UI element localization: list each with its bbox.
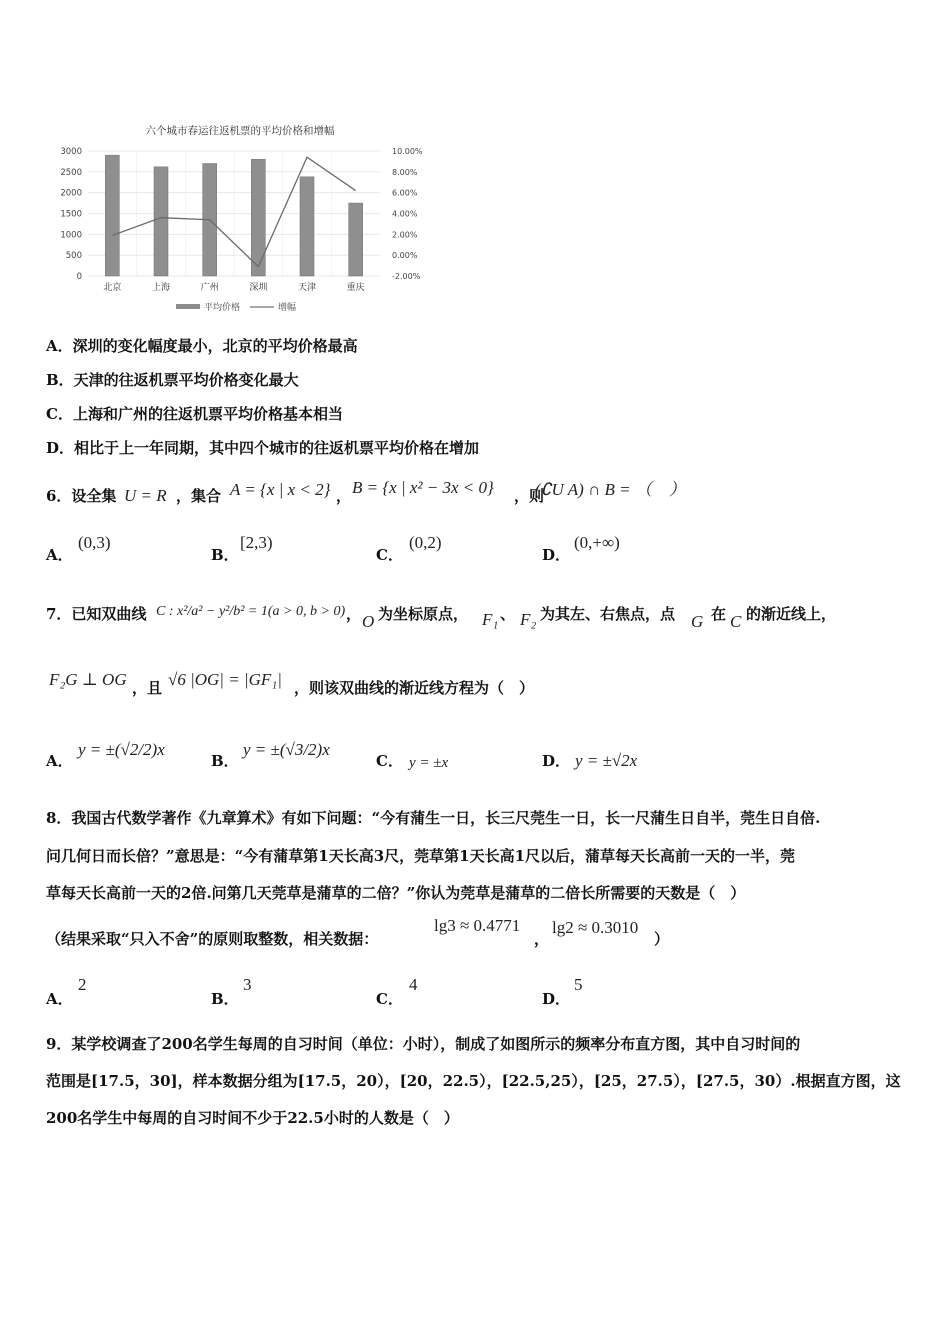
q6-option-c: (0,2) xyxy=(409,533,442,552)
q5-option-b: B．天津的往返机票平均价格变化最大 xyxy=(46,371,299,389)
left-tick-label: 500 xyxy=(65,251,82,262)
right-tick-label: -2.00% xyxy=(392,272,421,281)
q7-f1: F₁ xyxy=(482,610,499,629)
q7-label-d: D． xyxy=(542,752,571,770)
left-tick-label: 2500 xyxy=(60,167,82,178)
q8-option-a: 2 xyxy=(78,975,87,994)
right-tick-label: 6.00% xyxy=(392,188,418,198)
q6-label-d: D． xyxy=(542,546,571,564)
bar-1 xyxy=(105,155,119,276)
category-label: 深圳 xyxy=(249,283,268,293)
category-label: 重庆 xyxy=(346,283,365,293)
q7-stem-c: 为坐标原点， xyxy=(378,605,469,623)
q6-label-c: C． xyxy=(376,546,403,564)
q7-cond2: √6 |OG| = |GF₁| xyxy=(168,670,282,689)
q7-option-c: y = ±x xyxy=(409,755,449,771)
q7-cond1: F₂G ⊥ OG xyxy=(49,670,127,689)
q7-stem-e: 在 xyxy=(711,605,727,623)
q8-option-d: 5 xyxy=(574,975,583,994)
q9-line1: 9．某学校调查了200名学生每周的自习时间（单位：小时），制成了如图所示的频率分布直方图，其中自习时间的 xyxy=(46,1035,801,1053)
q6-expr: (∁U A) ∩ B = （ ） xyxy=(535,480,686,499)
q6-option-b: [2,3) xyxy=(240,533,273,552)
q6-set-a: A = {x | x < 2} xyxy=(230,480,331,499)
q8-line4b: ， xyxy=(534,930,550,948)
category-label: 天津 xyxy=(297,283,317,293)
bar-5 xyxy=(300,177,314,276)
q7-f2: F₂ xyxy=(520,610,537,629)
q8-line4c: ） xyxy=(654,930,670,948)
q6-label-a: A． xyxy=(46,546,73,564)
q9-line2: 范围是[17.5，30]，样本数据分组为[17.5，20），[20，22.5），[22.5,25），[25，27.5），[27.5，30）.根据直方图，这 xyxy=(46,1072,901,1090)
bar-4 xyxy=(251,159,265,276)
q6-comma: ， xyxy=(336,487,352,505)
q7-label-b: B． xyxy=(211,752,239,770)
bar-2 xyxy=(154,167,168,276)
q7-curve: C : x²/a² − y²/b² = 1(a > 0, b > 0) xyxy=(156,604,346,619)
q7-stem-h: ，则该双曲线的渐近线方程为（ ） xyxy=(294,679,535,697)
q7-option-d: y = ±√2x xyxy=(575,751,638,770)
q7-stem-f: 的渐近线上， xyxy=(746,605,837,623)
q8-option-b: 3 xyxy=(243,975,252,994)
price-growth-chart xyxy=(40,118,440,323)
chart-legend xyxy=(176,301,296,313)
q8-line1: 8．我国古代数学著作《九章算术》有如下问题：“今有蒲生一日，长三尺莞生一日，长一尺蒲生日自半，莞生日自倍. xyxy=(46,809,821,827)
q7-label-c: C． xyxy=(376,752,403,770)
q7-stem-a: 7．已知双曲线 xyxy=(46,605,147,623)
q7-option-b: y = ±(√3/2)x xyxy=(243,740,330,759)
legend-bar-label: 平均价格 xyxy=(204,303,241,313)
q8-lg3: lg3 ≈ 0.4771 xyxy=(434,916,521,935)
category-label: 上海 xyxy=(151,283,171,293)
q6-option-d: (0,+∞) xyxy=(574,533,620,552)
q9-line3: 200名学生中每周的自习时间不少于22.5小时的人数是（ ） xyxy=(46,1109,459,1127)
right-tick-label: 10.00% xyxy=(392,147,423,156)
right-tick-label: 0.00% xyxy=(392,251,418,261)
q5-option-d: D．相比于上一年同期，其中四个城市的往返机票平均价格在增加 xyxy=(46,439,480,457)
q7-curve-c: C xyxy=(730,612,742,631)
q8-line4a: （结果采取“只入不舍”的原则取整数，相关数据： xyxy=(46,930,379,948)
chart-title: 六个城市春运往返机票的平均价格和增幅 xyxy=(145,125,335,137)
q6-set-b: B = {x | x² − 3x < 0} xyxy=(352,478,494,497)
q7-origin: O xyxy=(362,612,375,631)
q7-stem-d: 为其左、右焦点，点 xyxy=(540,605,676,623)
q7-label-a: A． xyxy=(46,752,73,770)
q8-label-b: B． xyxy=(211,990,239,1008)
q8-line3: 草每天长高前一天的2倍.问第几天莞草是蒲草的二倍？”你认为莞草是蒲草的二倍长所需要的天数是（ ） xyxy=(46,884,746,902)
q8-lg2: lg2 ≈ 0.3010 xyxy=(552,918,639,937)
q5-option-c: C．上海和广州的往返机票平均价格基本相当 xyxy=(46,405,343,423)
left-tick-label: 0 xyxy=(76,272,82,282)
q7-stem-b: ， xyxy=(346,605,362,623)
q6-stem-c: ，则 xyxy=(514,487,545,505)
q8-option-c: 4 xyxy=(409,975,418,994)
q6-stem-a: 6．设全集 xyxy=(46,487,117,505)
q7-stem-g: ，且 xyxy=(132,679,163,697)
legend-bar-swatch xyxy=(176,304,200,309)
left-tick-label: 3000 xyxy=(60,147,82,157)
q7-sep: 、 xyxy=(500,605,516,623)
category-labels xyxy=(103,281,364,293)
right-tick-label: 8.00% xyxy=(392,167,418,177)
q5-option-a: A．深圳的变化幅度最小，北京的平均价格最高 xyxy=(46,337,358,355)
legend-line-label: 增幅 xyxy=(278,303,297,313)
q6-option-a: (0,3) xyxy=(78,533,111,552)
left-tick-label: 2000 xyxy=(60,188,82,199)
right-tick-label: 4.00% xyxy=(392,209,418,219)
q6-universal: U = R xyxy=(124,486,167,505)
q6-label-b: B． xyxy=(211,546,239,564)
q8-label-d: D． xyxy=(542,990,571,1008)
q8-line2: 问几何日而长倍？”意思是：“今有蒲草第1天长高3尺，莞草第1天长高1尺以后，蒲草每天长高前一天的一半，莞 xyxy=(46,847,796,865)
q7-point-g: G xyxy=(691,612,704,631)
left-tick-label: 1500 xyxy=(60,209,82,220)
q6-stem-b: ，集合 xyxy=(176,487,222,505)
right-axis xyxy=(392,147,423,281)
left-tick-label: 1000 xyxy=(60,230,82,241)
bar-6 xyxy=(349,203,363,276)
q8-label-a: A． xyxy=(46,990,73,1008)
right-tick-label: 2.00% xyxy=(392,230,418,240)
q7-option-a: y = ±(√2/2)x xyxy=(78,740,165,759)
category-label: 广州 xyxy=(200,283,219,293)
q8-label-c: C． xyxy=(376,990,403,1008)
category-label: 北京 xyxy=(103,283,122,293)
